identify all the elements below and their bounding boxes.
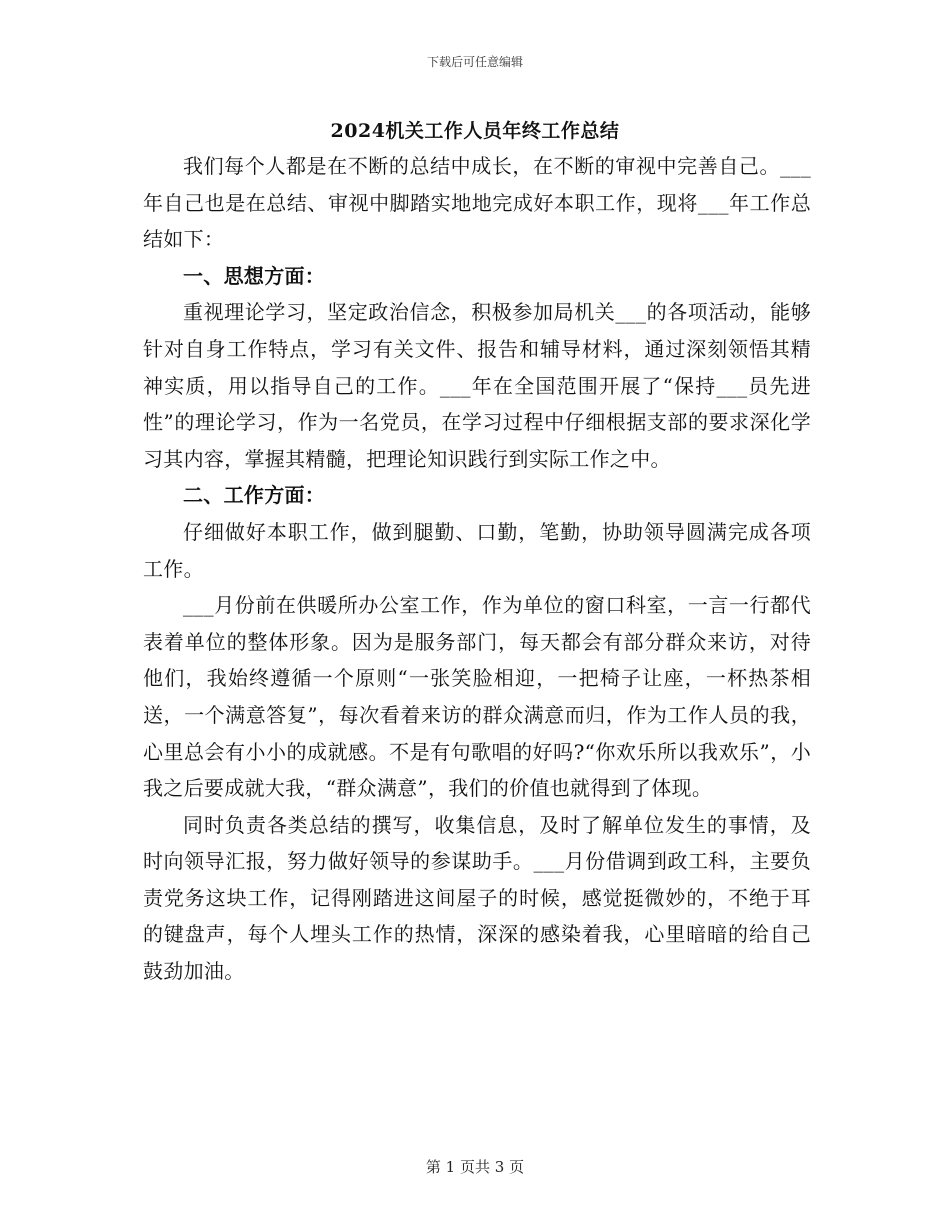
section-heading-work: 二、工作方面： (183, 483, 326, 508)
intro-paragraph: 我们每个人都是在不断的总结中成长，在不断的审视中完善自己。___年自己也是在总结、审视中脚踏实地地完成好本职工作，现将___年工作总结如下： (143, 154, 811, 252)
document-title: 2024机关工作人员年终工作总结 (330, 120, 620, 142)
section-paragraph-work-1: 仔细做好本职工作，做到腿勤、口勤，笔勤，协助领导圆满完成各项工作。 (143, 519, 811, 581)
section-paragraph-work-3: 同时负责各类总结的撰写，收集信息，及时了解单位发生的事情，及时向领导汇报，努力做好领导的参谋助手。___月份借调到政工科，主要负责党务这块工作，记得刚踏进这间屋子的时候，感觉挺微妙的，不绝于耳的键盘声，每个人埋头工作的热情，深深的感染着我，心里暗暗的给自己鼓劲加油。 (143, 812, 811, 984)
section-paragraph-thought: 重视理论学习，坚定政治信念，积极参加局机关___的各项活动，能够针对自身工作特点，学习有关文件、报告和辅导材料，通过深刻领悟其精神实质，用以指导自己的工作。___年在全国范围开展了“保持___员先进性”的理论学习，作为一名党员，在学习过程中仔细根据支部的要求深化学习其内容，掌握其精髓，把理论知识践行到实际工作之中。 (143, 300, 811, 471)
page-number-footer: 第 1 页共 3 页 (425, 1158, 525, 1176)
section-heading-thought: 一、思想方面： (183, 263, 326, 288)
page-header-note: 下载后可任意编辑 (426, 55, 523, 69)
document-body (143, 148, 811, 990)
section-paragraph-work-2: ___月份前在供暖所办公室工作，作为单位的窗口科室，一言一行都代表着单位的整体形象。因为是服务部门，每天都会有部分群众来访，对待他们，我始终遵循一个原则“一张笑脸相迎，一把椅子让座，一杯热茶相送，一个满意答复”，每次看着来访的群众满意而归，作为工作人员的我，心里总会有小小的成就感。不是有句歌唱的好吗?“你欢乐所以我欢乐”，小我之后要成就大我，“群众满意”，我们的价值也就得到了体现。 (143, 593, 811, 801)
